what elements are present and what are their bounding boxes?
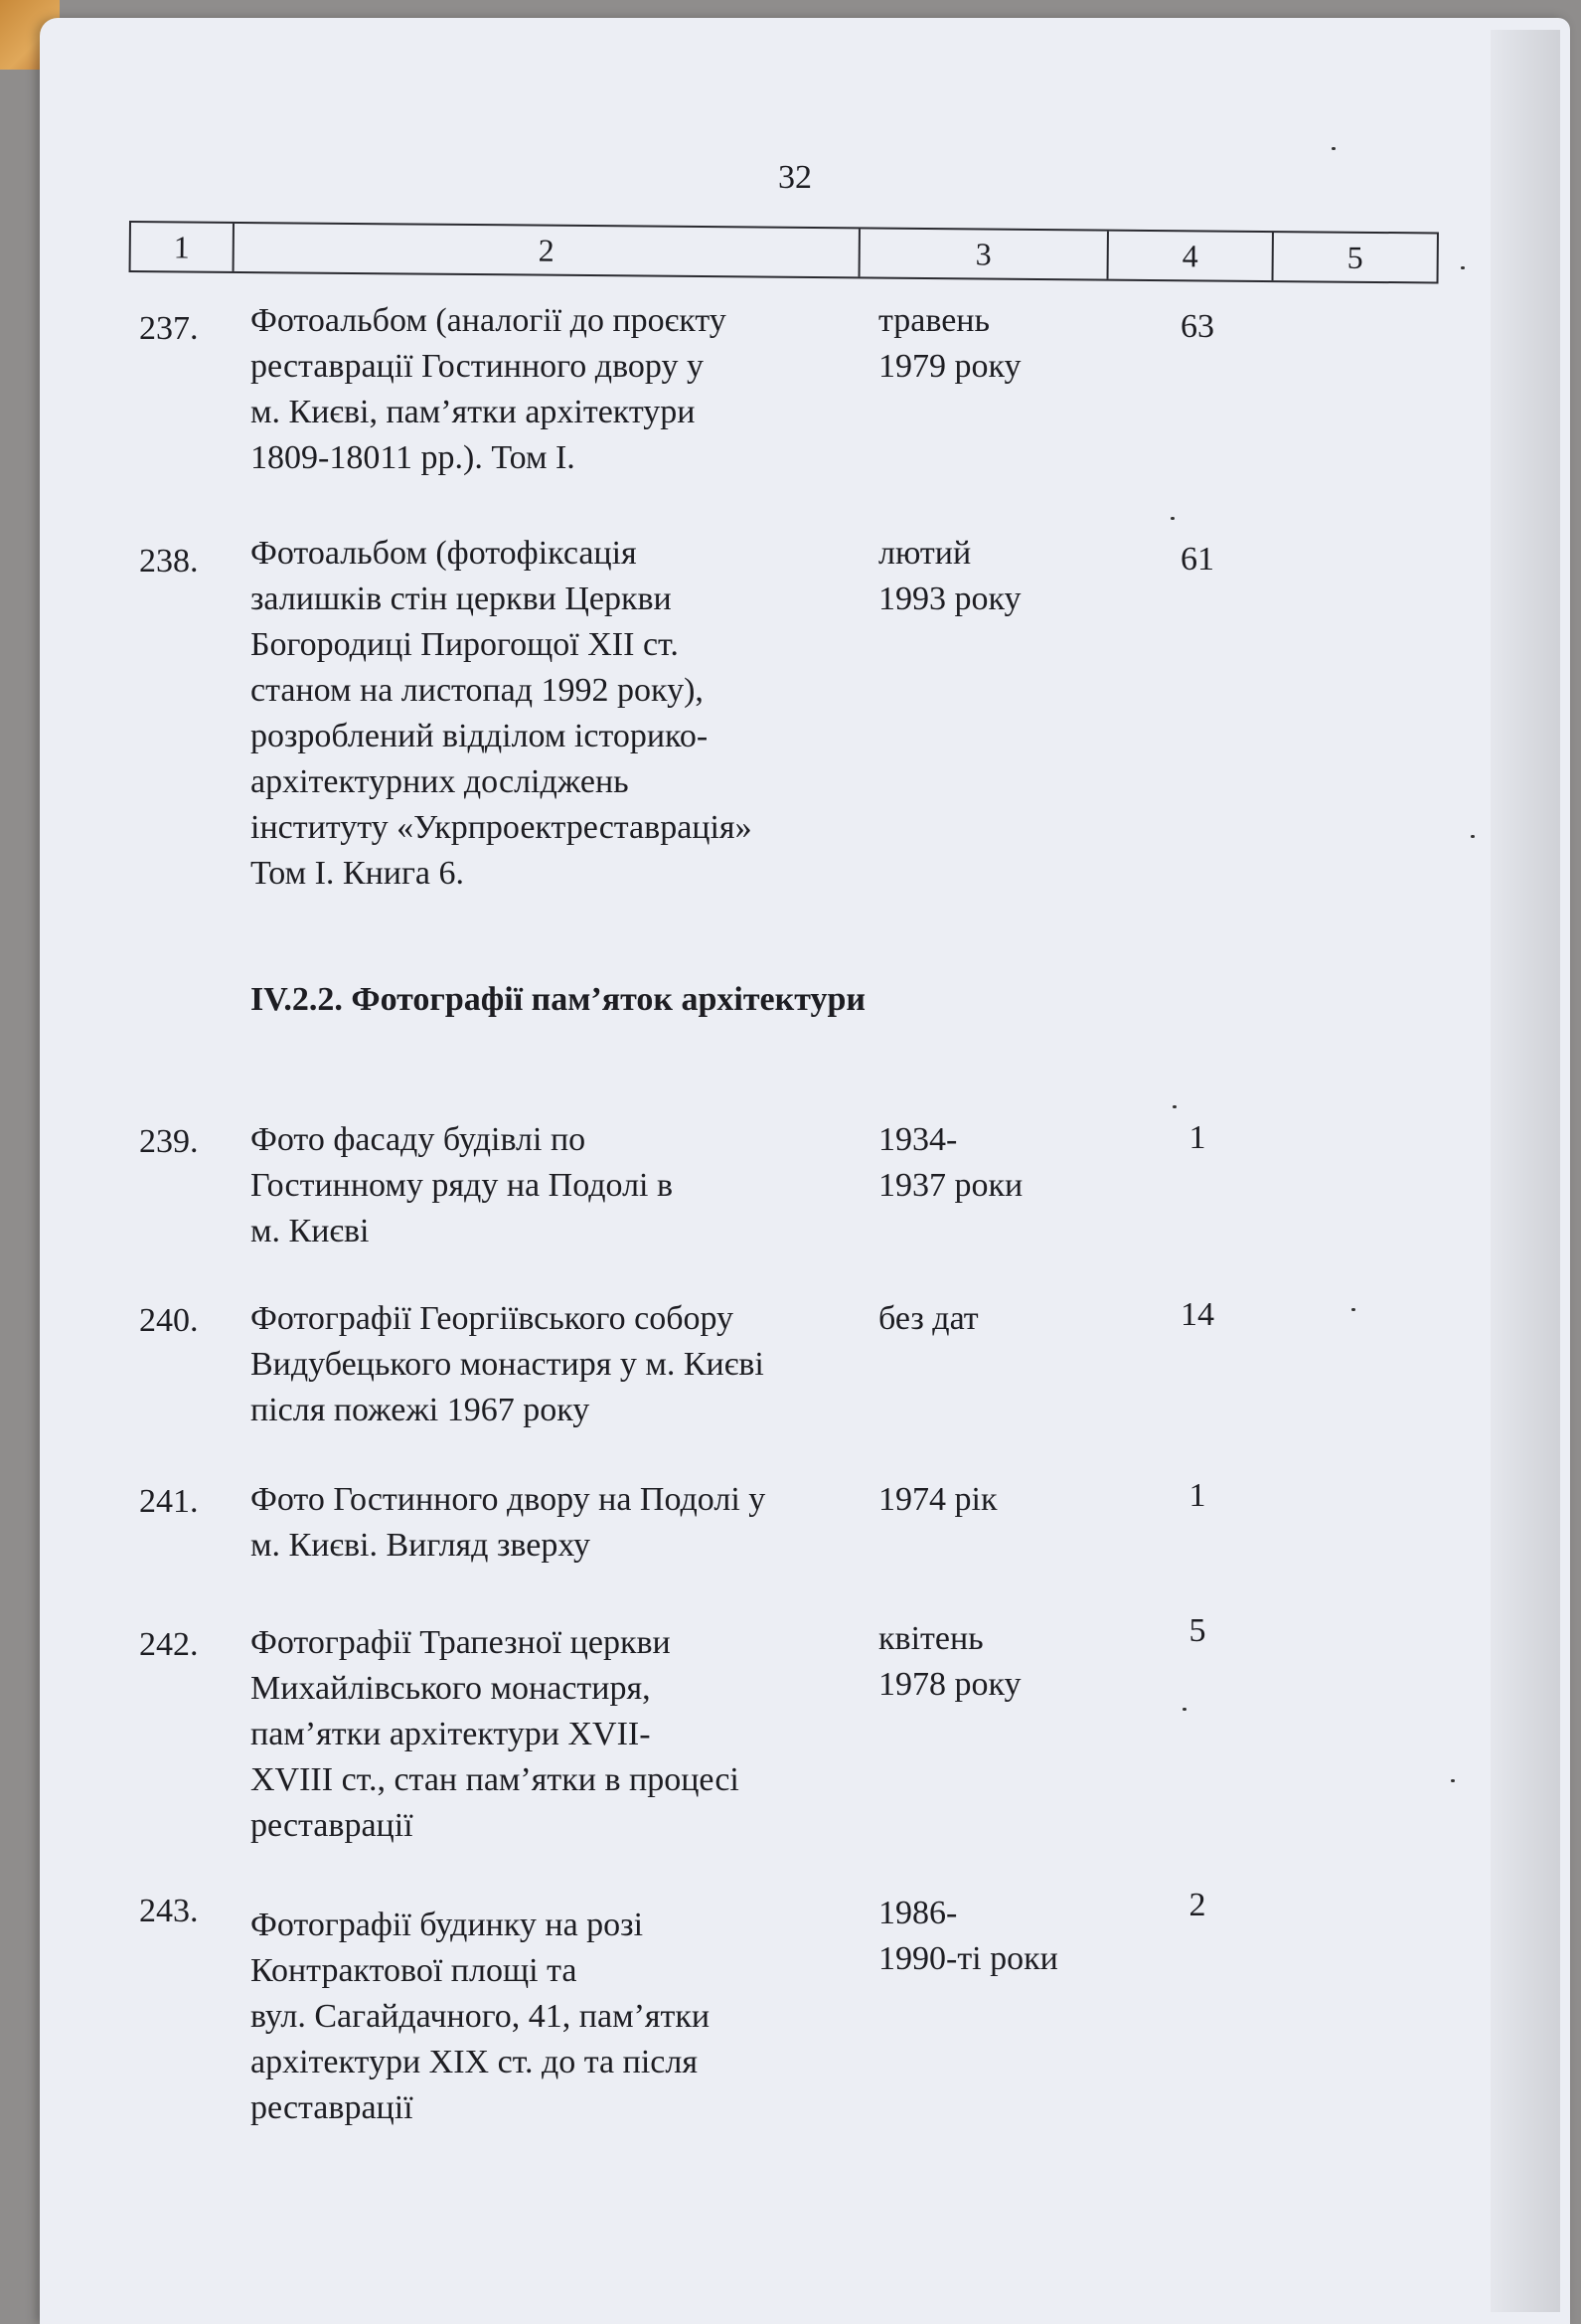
entry-date-line: квітень <box>878 1620 984 1657</box>
entry-line: XVIII ст., стан пам’ятки в процесі <box>250 1761 739 1798</box>
section-heading: IV.2.2. Фотографії пам’яток архітектури <box>250 981 866 1018</box>
scan-speck <box>1171 517 1175 520</box>
scan-speck <box>1461 266 1465 269</box>
entry-number: 239. <box>139 1123 199 1160</box>
column-header-4: 4 <box>1109 232 1274 280</box>
entry-date-line: без дат <box>878 1300 979 1337</box>
entry-number: 237. <box>139 310 199 347</box>
entry-description <box>250 1620 876 1849</box>
entry-line: реставрації Гостинного двору у <box>250 348 704 385</box>
entry-description <box>250 1903 876 2131</box>
entry-quantity: 63 <box>1181 308 1214 345</box>
page-shadow <box>1491 30 1560 2312</box>
entry-description <box>250 1296 876 1433</box>
entry-line: 1809-18011 рр.). Том І. <box>250 439 575 476</box>
entry-number: 243. <box>139 1893 199 1929</box>
column-header-1: 1 <box>131 223 235 271</box>
page-number: 32 <box>778 159 812 196</box>
entry-quantity: 14 <box>1181 1296 1214 1333</box>
entry-quantity: 5 <box>1188 1612 1206 1649</box>
entry-line: Контрактової площі та <box>250 1952 577 1989</box>
scan-speck <box>1183 1708 1186 1711</box>
entry-description <box>250 531 876 897</box>
entry-line: Фотографії будинку на розі <box>250 1907 644 1943</box>
entry-line: м. Києві. Вигляд зверху <box>250 1527 591 1564</box>
entry-number: 241. <box>139 1483 199 1520</box>
entry-date <box>878 531 1107 622</box>
scan-speck <box>1332 147 1336 150</box>
entry-date <box>878 1296 1107 1342</box>
entry-line: розроблений відділом історико- <box>250 718 709 754</box>
column-header-2: 2 <box>235 224 861 276</box>
entry-number: 240. <box>139 1302 199 1339</box>
column-header-3: 3 <box>861 229 1109 278</box>
entry-line: м. Києві <box>250 1213 370 1249</box>
scan-speck <box>1351 1308 1355 1311</box>
entry-line: залишків стін церкви Церкви <box>250 581 672 617</box>
entry-line: Фотографії Георгіївського собору <box>250 1300 734 1337</box>
column-header-5: 5 <box>1346 239 1363 275</box>
scan-speck <box>1451 1779 1455 1782</box>
entry-date-line: 1993 року <box>878 581 1022 617</box>
entry-date <box>878 1477 1107 1523</box>
entry-line: Фотоальбом (фотофіксація <box>250 535 637 572</box>
entry-line: Видубецького монастиря у м. Києві <box>250 1346 764 1383</box>
entry-line: Михайлівського монастиря, <box>250 1670 651 1707</box>
entry-line: після пожежі 1967 року <box>250 1392 590 1428</box>
entry-line: Фото фасаду будівлі по <box>250 1121 586 1158</box>
entry-date-line: 1978 року <box>878 1666 1022 1703</box>
entry-line: Гостинному ряду на Подолі в <box>250 1167 674 1204</box>
entry-line: Фото Гостинного двору на Подолі у <box>250 1481 766 1518</box>
entry-quantity: 1 <box>1188 1477 1206 1514</box>
entry-date-line: 1937 роки <box>878 1167 1024 1204</box>
entry-date-line: 1990-ті роки <box>878 1940 1058 1977</box>
entry-date-line: травень <box>878 302 991 339</box>
entry-date-line: 1934- <box>878 1121 958 1158</box>
entry-date <box>878 1616 1107 1708</box>
scan-speck <box>1173 1105 1177 1108</box>
entry-date <box>878 1117 1107 1209</box>
entry-date-line: лютий <box>878 535 972 572</box>
entry-date <box>878 298 1107 390</box>
entry-line: Фотографії Трапезної церкви <box>250 1624 671 1661</box>
entry-quantity: 61 <box>1181 541 1214 578</box>
entry-number: 242. <box>139 1626 199 1663</box>
entry-date-line: 1986- <box>878 1895 958 1931</box>
entry-date <box>878 1891 1107 1982</box>
entry-description <box>250 1477 876 1569</box>
entry-line: Фотоальбом (аналогії до проєкту <box>250 302 726 339</box>
entry-line: вул. Сагайдачного, 41, пам’ятки <box>250 1998 711 2035</box>
entry-line: м. Києві, пам’ятки архітектури <box>250 394 696 430</box>
entry-date-line: 1974 рік <box>878 1481 998 1518</box>
entry-date-line: 1979 року <box>878 348 1022 385</box>
entry-quantity: 1 <box>1188 1119 1206 1156</box>
entry-quantity: 2 <box>1188 1887 1206 1923</box>
entry-line: архітектурних досліджень <box>250 763 629 800</box>
entry-number: 238. <box>139 543 199 580</box>
entry-description <box>250 298 876 481</box>
entry-line: пам’ятки архітектури XVII- <box>250 1716 651 1752</box>
entry-line: архітектури ХІХ ст. до та після <box>250 2044 698 2080</box>
scan-speck <box>1471 835 1475 838</box>
entry-line: станом на листопад 1992 року), <box>250 672 704 709</box>
entry-line: Богородиці Пирогощої ХІІ ст. <box>250 626 679 663</box>
entry-line: реставрації <box>250 2089 413 2126</box>
entry-line: інституту «Укрпроектреставрація» <box>250 809 752 846</box>
entry-line: Том І. Книга 6. <box>250 855 465 892</box>
entry-line: реставрації <box>250 1807 413 1844</box>
entry-description <box>250 1117 876 1254</box>
